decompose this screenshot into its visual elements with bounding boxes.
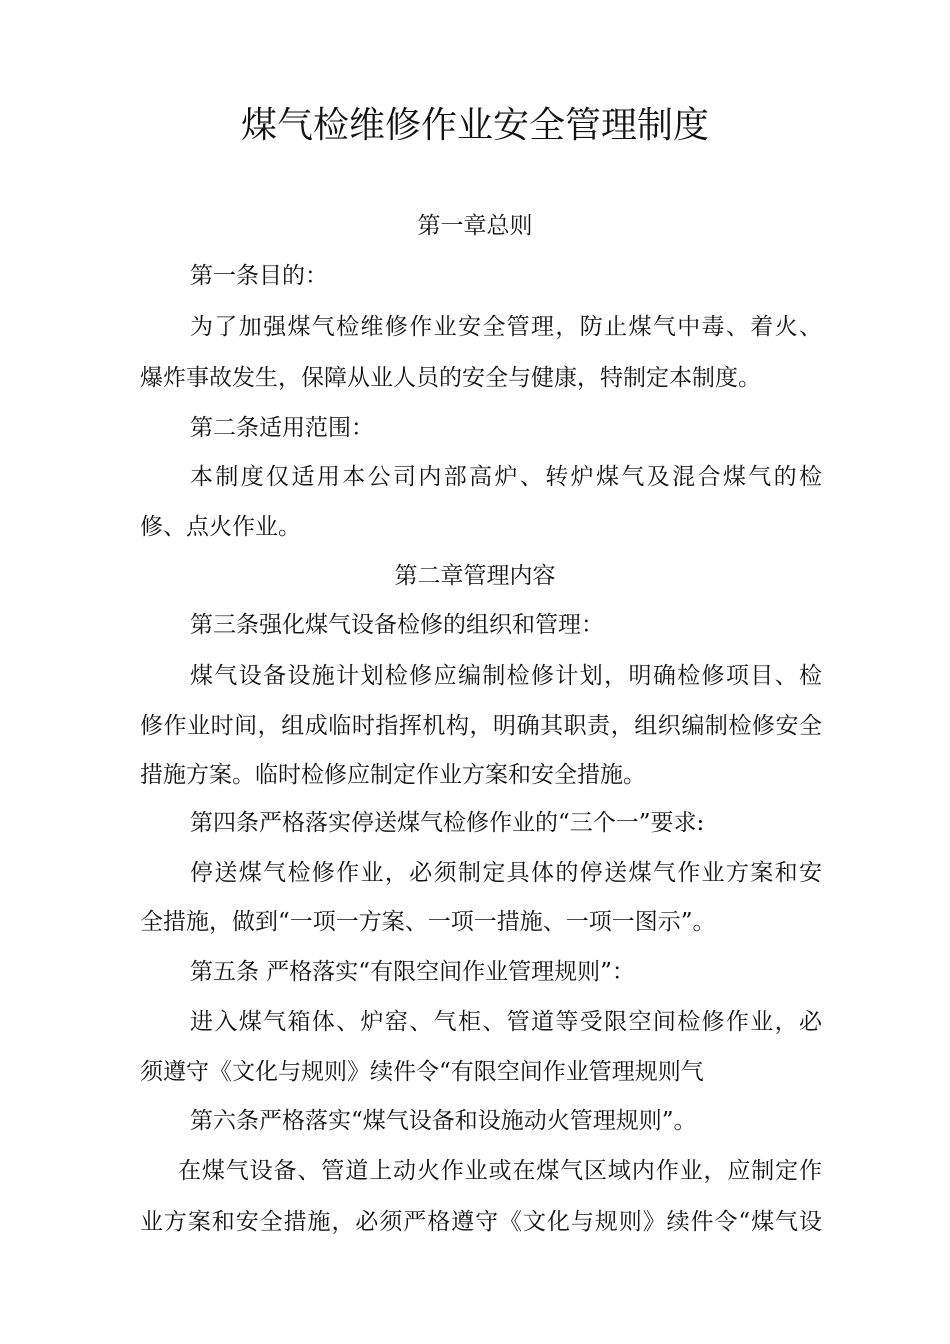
article-3-body-line: 煤气设备设施计划检修应编制检修计划，明确检修项目、检 bbox=[190, 663, 822, 689]
article-3-body-line: 修作业时间，组成临时指挥机构，明确其职责，组织编制检修安全 bbox=[140, 713, 822, 739]
article-4-body-line: 全措施，做到“一项一方案、一项一措施、一项一图示”。 bbox=[140, 909, 716, 935]
chapter-heading-2: 第二章管理内容 bbox=[394, 563, 556, 589]
article-6-body-line: 业方案和安全措施，必须严格遵守《文化与规则》续件令“煤气设 bbox=[140, 1209, 822, 1235]
article-4-heading: 第四条严格落实停送煤气检修作业的“三个一”要求: bbox=[190, 810, 705, 836]
article-5-heading: 第五条 严格落实“有限空间作业管理规则”： bbox=[190, 959, 635, 985]
article-1-heading: 第一条目的： bbox=[190, 263, 328, 289]
article-6-heading: 第六条严格落实“煤气设备和设施动火管理规则”。 bbox=[190, 1108, 697, 1134]
article-2-body-line: 修、点火作业。 bbox=[140, 514, 301, 540]
article-3-body-line: 措施方案。临时检修应制定作业方案和安全措施。 bbox=[140, 762, 646, 788]
article-3-heading: 第三条强化煤气设备检修的组织和管理： bbox=[190, 612, 604, 638]
article-1-body-line: 为了加强煤气检维修作业安全管理，防止煤气中毒、着火、 bbox=[190, 314, 822, 340]
article-4-body-line: 停送煤气检修作业，必须制定具体的停送煤气作业方案和安 bbox=[190, 860, 822, 886]
article-2-heading: 第二条适用范围： bbox=[190, 415, 374, 441]
article-1-body-line: 爆炸事故发生，保障从业人员的安全与健康，特制定本制度。 bbox=[140, 365, 761, 391]
document-title: 煤气检维修作业安全管理制度 bbox=[240, 105, 709, 146]
article-2-body-line: 本制度仅适用本公司内部高炉、转炉煤气及混合煤气的检 bbox=[190, 464, 822, 490]
article-5-body-line: 须遵守《文化与规则》续件令“有限空间作业管理规则气 bbox=[140, 1059, 704, 1085]
chapter-heading-1: 第一章总则 bbox=[417, 213, 533, 239]
article-6-body-line: 在煤气设备、管道上动火作业或在煤气区域内作业，应制定作 bbox=[178, 1158, 822, 1184]
article-5-body-line: 进入煤气箱体、炉窑、气柜、管道等受限空间检修作业，必 bbox=[190, 1009, 822, 1035]
